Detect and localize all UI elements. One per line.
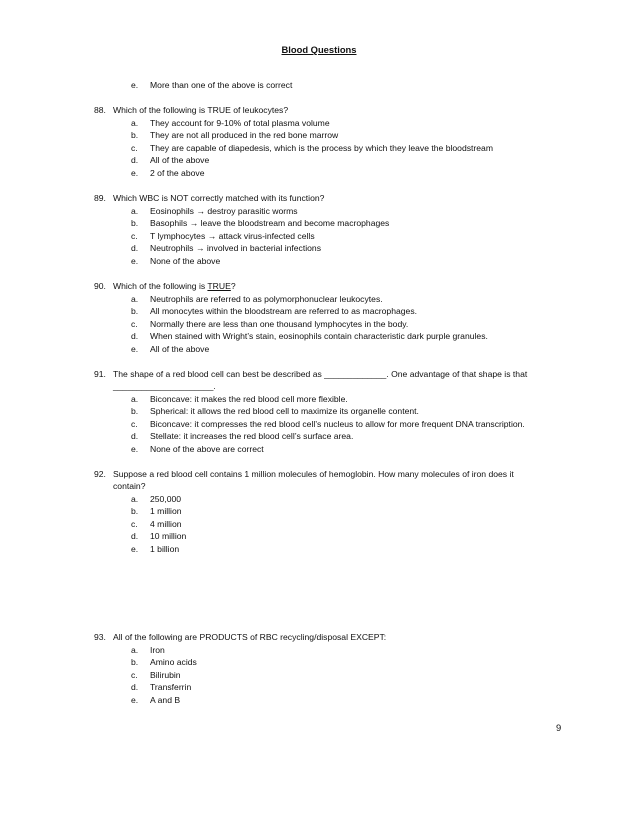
question-text: All of the following are PRODUCTS of RBC recycling/disposal EXCEPT: [113,632,387,642]
option-text: Normally there are less than one thousand lymphocytes in the body. [150,319,409,329]
option-text: None of the above are correct [150,444,264,454]
option-text: More than one of the above is correct [150,80,293,90]
option-letter: b. [131,306,139,316]
option-letter: d. [131,682,139,692]
option-letter: e. [131,695,139,705]
option-letter: c. [131,519,138,529]
option-letter: c. [131,319,138,329]
option-letter: e. [131,344,139,354]
option-text: Biconcave: it compresses the red blood cell’s nucleus to allow for more frequent DNA transcription. [150,419,525,429]
question-number: 88. [94,105,106,115]
option-text: Neutrophils → involved in bacterial infections [150,243,322,253]
option-text: 1 billion [150,544,180,554]
question-text-start: Which of the following is [113,281,208,291]
option-letter: c. [131,670,138,680]
option-letter: a. [131,206,139,216]
question-text [113,281,236,292]
option-text: All of the above [150,155,210,165]
page-number: 9 [556,722,562,733]
option-text: All of the above [150,344,210,354]
question-text-end: ? [230,281,236,291]
option-text: Neutrophils are referred to as polymorphonuclear leukocytes. [150,294,383,304]
option-letter: b. [131,130,139,140]
option-text: A and B [150,695,181,705]
option-letter: b. [131,657,139,667]
question-number: 93. [94,632,106,642]
question-number: 89. [94,193,106,203]
option-letter: d. [131,531,139,541]
option-letter: c. [131,143,138,153]
option-text: 4 million [150,519,182,529]
question-text: _____________________. [113,381,216,391]
question-text: The shape of a red blood cell can best be described as _____________. One advantage of that shape is that [113,369,528,379]
question-number: 91. [94,369,106,379]
option-letter: e. [131,168,139,178]
option-letter: b. [131,406,139,416]
question-text: contain? [113,481,146,491]
option-letter: a. [131,294,139,304]
option-text: They are capable of diapedesis, which is the process by which they leave the bloodstream [150,143,493,153]
option-letter: d. [131,155,139,165]
option-letter: e. [131,444,139,454]
option-letter: c. [131,419,138,429]
question-text: Which of the following is TRUE of leukocytes? [113,105,289,115]
option-letter: a. [131,394,139,404]
underlined-keyword: TRUE [207,281,231,291]
question-text: Which WBC is NOT correctly matched with its function? [113,193,325,203]
option-text: 1 million [150,506,182,516]
option-text: Amino acids [150,657,197,667]
question-text: Suppose a red blood cell contains 1 million molecules of hemoglobin. How many molecules of iron does it [113,469,514,479]
option-letter: d. [131,431,139,441]
option-letter: e. [131,544,139,554]
option-text: When stained with Wright’s stain, eosinophils contain characteristic dark purple granules. [150,331,488,341]
option-text: They account for 9-10% of total plasma volume [150,118,330,128]
option-text: T lymphocytes → attack virus-infected cells [150,231,315,241]
option-letter: c. [131,231,138,241]
option-letter: a. [131,494,139,504]
page-title: Blood Questions [281,44,357,55]
option-text: Transferrin [150,682,192,692]
option-letter: b. [131,506,139,516]
option-text: Biconcave: it makes the red blood cell more flexible. [150,394,348,404]
option-text: 2 of the above [150,168,205,178]
option-text: None of the above [150,256,221,266]
option-letter: d. [131,331,139,341]
option-letter: e. [131,80,139,90]
option-text: 250,000 [150,494,182,504]
option-letter: e. [131,256,139,266]
option-letter: a. [131,645,139,655]
option-letter: b. [131,218,139,228]
option-text: Bilirubin [150,670,181,680]
option-text: They are not all produced in the red bone marrow [150,130,339,140]
option-letter: a. [131,118,139,128]
option-text: Iron [150,645,165,655]
option-text: Spherical: it allows the red blood cell to maximize its organelle content. [150,406,419,416]
question-number: 90. [94,281,106,291]
option-text: Stellate: it increases the red blood cell’s surface area. [150,431,354,441]
option-text: Basophils → leave the bloodstream and become macrophages [150,218,390,228]
option-text: All monocytes within the bloodstream are referred to as macrophages. [150,306,418,316]
question-number: 92. [94,469,106,479]
option-letter: d. [131,243,139,253]
option-text: 10 million [150,531,187,541]
option-text: Eosinophils → destroy parasitic worms [150,206,298,216]
